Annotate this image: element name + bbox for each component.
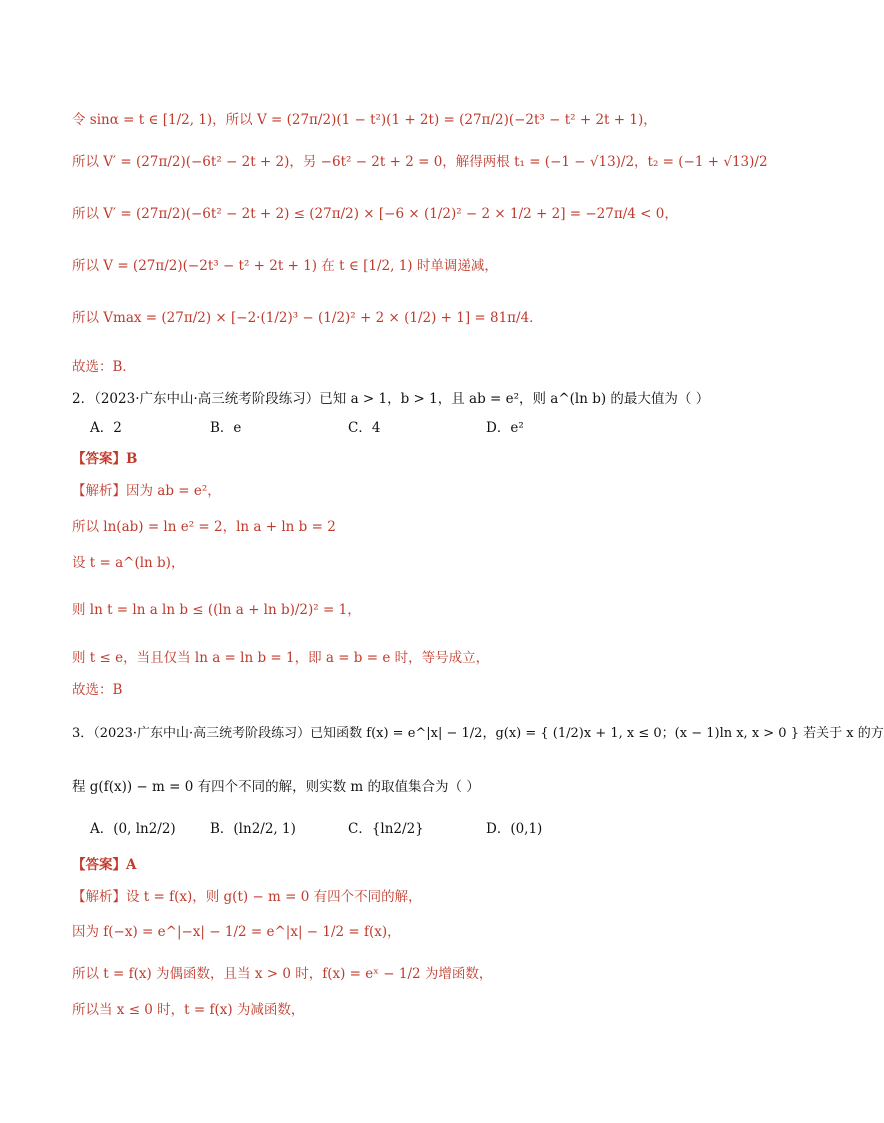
q2-analysis-4: 则 ln t = ln a ln b ≤ ((ln a + ln b)/2)² = 1， bbox=[72, 602, 361, 618]
solution-line-4: 所以 V = (27π/2)(−2t³ − t² + 2t + 1) 在 t ∈ [1/2, 1) 时单调递减， bbox=[72, 258, 498, 274]
q2-option-b: B．e bbox=[210, 420, 242, 436]
q3-analysis-4: 所以当 x ≤ 0 时，t = f(x) 为减函数， bbox=[72, 1002, 305, 1018]
q2-analysis-3: 设 t = a^(ln b)， bbox=[72, 555, 185, 571]
q2-answer: 【答案】B bbox=[72, 451, 138, 467]
q3-option-c: C．{ln2/2} bbox=[348, 821, 424, 837]
q2-option-d: D．e² bbox=[486, 420, 524, 436]
q3-option-d: D．(0,1) bbox=[486, 821, 543, 837]
question-3-stem: 3．（2023·广东中山·高三统考阶段练习）已知函数 f(x) = e^|x| − 1/2，g(x) = { (1/2)x + 1, x ≤ 0；(x − 1)ln x, x > 0 } 若关于 x 的方 bbox=[72, 726, 884, 741]
solution-line-5: 所以 Vmax = (27π/2) × [−2·(1/2)³ − (1/2)² + 2 × (1/2) + 1] = 81π/4． bbox=[72, 310, 543, 326]
q2-option-c: C．4 bbox=[348, 420, 381, 436]
solution-line-1: 令 sinα = t ∈ [1/2, 1)，所以 V = (27π/2)(1 − t²)(1 + 2t) = (27π/2)(−2t³ − t² + 2t + 1)， bbox=[72, 112, 657, 128]
q3-option-a: A．(0, ln2/2) bbox=[90, 821, 176, 837]
solution-line-6: 故选：B． bbox=[72, 359, 136, 375]
q3-analysis-3: 所以 t = f(x) 为偶函数，且当 x > 0 时，f(x) = eˣ − 1/2 为增函数， bbox=[72, 966, 493, 982]
question-3-stem-cont: 程 g(f(x)) − m = 0 有四个不同的解，则实数 m 的取值集合为（ ） bbox=[72, 779, 480, 795]
q3-option-b: B．(ln2/2, 1) bbox=[210, 821, 296, 837]
q2-analysis-6: 故选：B bbox=[72, 682, 123, 698]
q3-analysis-2: 因为 f(−x) = e^|−x| − 1/2 = e^|x| − 1/2 = f(x)， bbox=[72, 924, 401, 940]
q2-option-a: A．2 bbox=[90, 420, 122, 436]
q2-analysis-2: 所以 ln(ab) = ln e² = 2，ln a + ln b = 2 bbox=[72, 519, 336, 535]
question-2-stem: 2．（2023·广东中山·高三统考阶段练习）已知 a > 1，b > 1，且 ab = e²，则 a^(ln b) 的最大值为（ ） bbox=[72, 391, 710, 407]
solution-line-3: 所以 V′ = (27π/2)(−6t² − 2t + 2) ≤ (27π/2) × [−6 × (1/2)² − 2 × 1/2 + 2] = −27π/4 < 0， bbox=[72, 206, 678, 222]
solution-line-2: 所以 V′ = (27π/2)(−6t² − 2t + 2)，另 −6t² − 2t + 2 = 0，解得两根 t₁ = (−1 − √13)/2，t₂ = (−1 + √13)/2 bbox=[72, 154, 768, 170]
q3-analysis-1: 【解析】设 t = f(x)，则 g(t) − m = 0 有四个不同的解， bbox=[72, 889, 422, 905]
q3-answer: 【答案】A bbox=[72, 857, 137, 873]
q2-analysis-1: 【解析】因为 ab = e²， bbox=[72, 483, 221, 499]
q2-analysis-5: 则 t ≤ e，当且仅当 ln a = ln b = 1，即 a = b = e 时，等号成立， bbox=[72, 650, 490, 666]
